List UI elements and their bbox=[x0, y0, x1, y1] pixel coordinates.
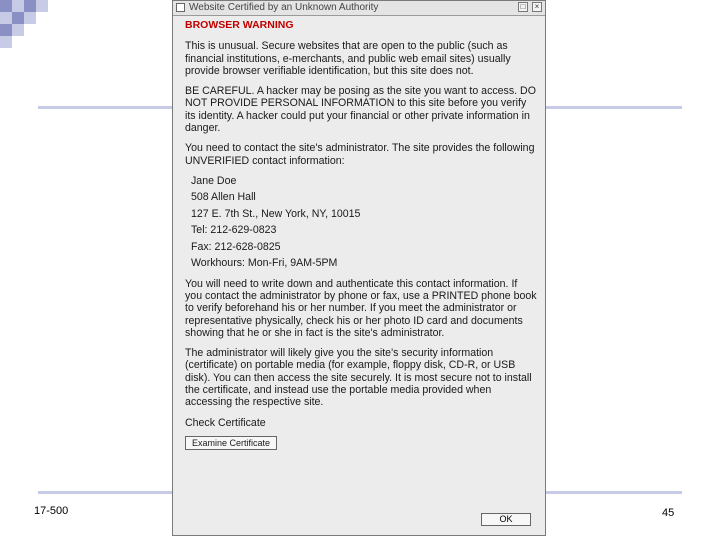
close-icon[interactable]: × bbox=[532, 2, 542, 12]
slide-corner-decoration bbox=[0, 0, 60, 50]
contact-line: Workhours: Mon-Fri, 9AM-5PM bbox=[191, 257, 338, 270]
decor-square bbox=[12, 0, 24, 12]
examine-certificate-button[interactable]: Examine Certificate bbox=[185, 436, 277, 450]
decor-square bbox=[0, 12, 12, 24]
dialog-titlebar[interactable] bbox=[173, 1, 545, 16]
contact-line: 127 E. 7th St., New York, NY, 10015 bbox=[191, 207, 361, 220]
warning-paragraph: BE CAREFUL. A hacker may be posing as the site you want to access. DO NOT PROVIDE PERSONAL INFORMATION to this site before you verify its identity. A hacker could put your financial or other private information in danger. bbox=[185, 85, 536, 135]
certificate-warning-dialog bbox=[172, 0, 546, 536]
slide-footer-rule-left bbox=[38, 491, 172, 494]
decor-square bbox=[0, 24, 12, 36]
decor-square bbox=[0, 0, 12, 12]
decor-square bbox=[12, 24, 24, 36]
contact-line: Jane Doe bbox=[191, 174, 237, 187]
warning-paragraph: The administrator will likely give you the site's security information (certificate) on portable media (for example, floppy disk, CD-R, or USB disk). You can then access the site securely. It is most secure not to install the certificate, and instead use the portable media provided when accessing the respective site. bbox=[185, 347, 532, 409]
contact-line: 508 Allen Hall bbox=[191, 191, 256, 204]
warning-heading: BROWSER WARNING bbox=[185, 19, 294, 31]
warning-paragraph: You will need to write down and authenticate this contact information. If you contact the administrator by phone or fax, use a PRINTED phone book to verify beforehand his or her number. If you meet the administrator or representative physically, check his or her photo ID card and documents showing that he or she in fact is the site's administrator. bbox=[185, 277, 537, 339]
slide-title-rule-left bbox=[38, 106, 172, 109]
ok-button[interactable]: OK bbox=[481, 513, 531, 526]
decor-square bbox=[0, 36, 12, 48]
minimize-icon[interactable]: □ bbox=[518, 2, 528, 12]
slide-footer-rule-right bbox=[546, 491, 682, 494]
decor-square bbox=[12, 12, 24, 24]
check-certificate-label: Check Certificate bbox=[185, 416, 266, 429]
slide-page-number: 45 bbox=[662, 507, 675, 519]
decor-square bbox=[36, 0, 48, 12]
contact-line: Fax: 212-628-0825 bbox=[191, 240, 281, 253]
window-menu-icon[interactable] bbox=[176, 3, 185, 12]
contact-info-block bbox=[191, 175, 537, 270]
dialog-title: Website Certified by an Unknown Authority bbox=[189, 2, 379, 13]
slide-title-rule-right bbox=[546, 106, 682, 109]
slide-footer-course: 17-500 bbox=[34, 505, 69, 517]
warning-paragraph: You need to contact the site's administrator. The site provides the following UNVERIFIED contact information: bbox=[185, 142, 535, 167]
warning-paragraph: This is unusual. Secure websites that are open to the public (such as financial institutions, e-merchants, and public web email sites) usually provide browser verifiable identification, but this site does not. bbox=[185, 40, 511, 77]
decor-square bbox=[24, 12, 36, 24]
decor-square bbox=[24, 0, 36, 12]
dialog-content bbox=[185, 19, 537, 450]
contact-line: Tel: 212-629-0823 bbox=[191, 224, 277, 237]
